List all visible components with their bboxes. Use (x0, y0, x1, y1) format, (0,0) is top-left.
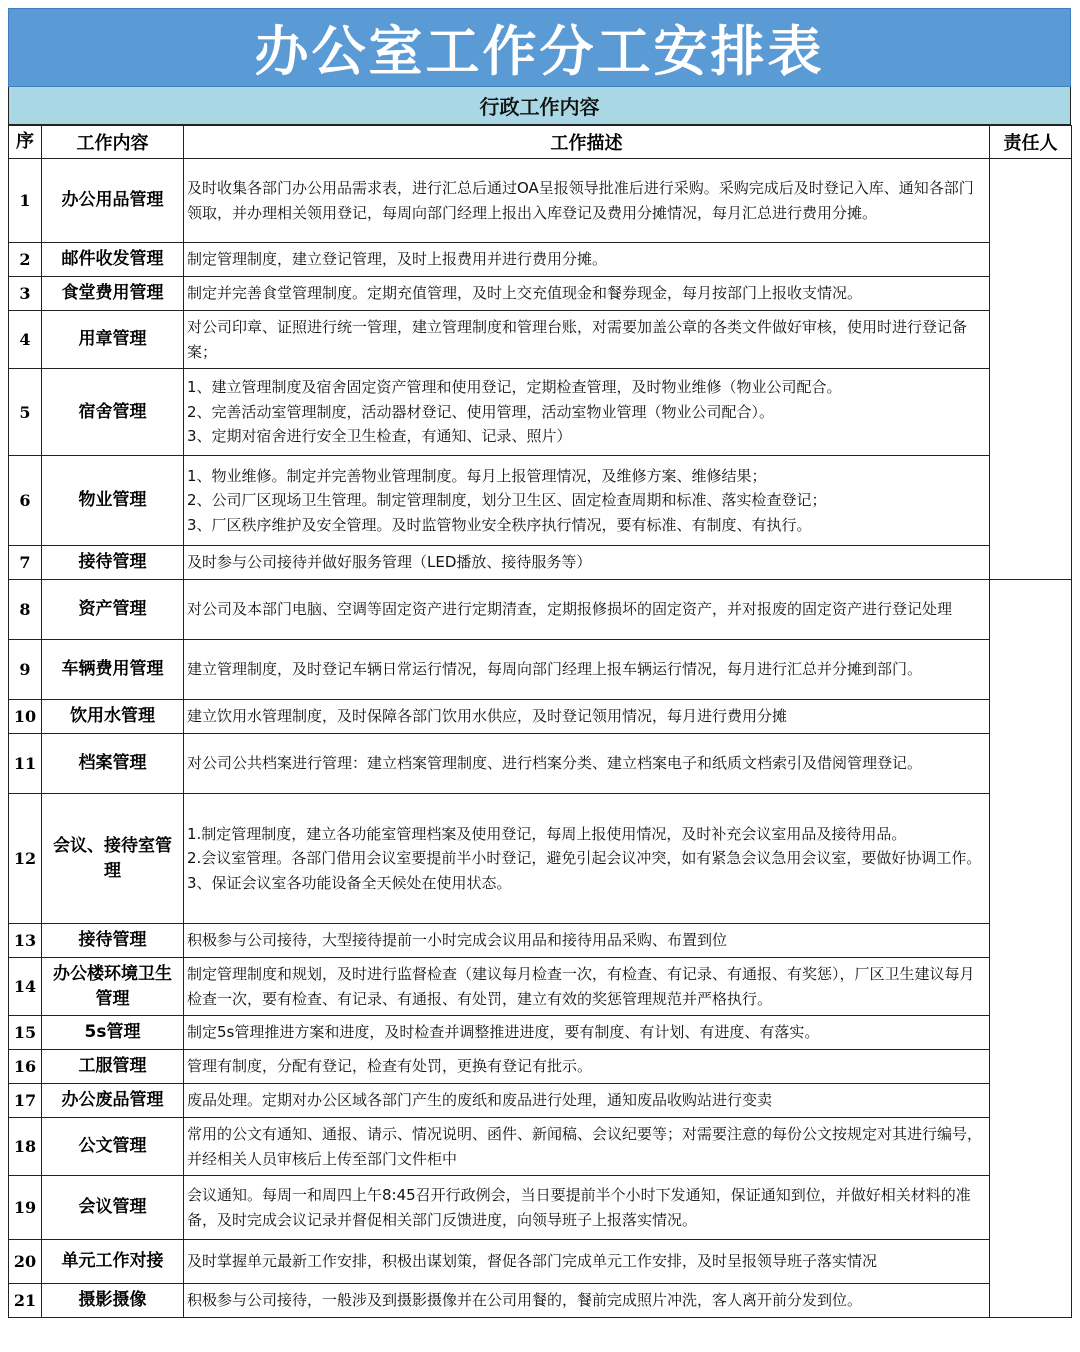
work-item-name: 工服管理 (42, 1050, 184, 1084)
section-header: 行政工作内容 (8, 87, 1071, 125)
work-item-name: 摄影摄像 (42, 1284, 184, 1318)
work-item-name: 饮用水管理 (42, 700, 184, 734)
owner-cell[interactable] (990, 159, 1072, 580)
table-row (9, 580, 1072, 640)
table-row (9, 958, 1072, 1016)
table-row (9, 159, 1072, 243)
work-item-description: 制定并完善食堂管理制度。定期充值管理，及时上交充值现金和餐券现金，每月按部门上报收支情况。 (184, 277, 990, 311)
work-item-description: 制定管理制度和规划，及时进行监督检查（建议每月检查一次，有检查、有记录、有通报、有奖惩），厂区卫生建议每月检查一次，要有检查、有记录、有通报、有处罚，建立有效的奖惩管理规范并严格执行。 (184, 958, 990, 1016)
row-number: 6 (9, 456, 42, 546)
work-item-description: 对公司及本部门电脑、空调等固定资产进行定期清查，定期报修损坏的固定资产，并对报废的固定资产进行登记处理 (184, 580, 990, 640)
work-item-name: 接待管理 (42, 924, 184, 958)
table-row (9, 640, 1072, 700)
table-row (9, 243, 1072, 277)
work-item-description: 1.制定管理制度，建立各功能室管理档案及使用登记，每周上报使用情况，及时补充会议室用品及接待用品。 2.会议室管理。各部门借用会议室要提前半小时登记，避免引起会议冲突，如有紧急会议急用会议室，要做好协调工作。 3、保证会议室各功能设备全天候处在使用状态。 (184, 794, 990, 924)
row-number: 18 (9, 1118, 42, 1176)
work-item-description: 1、建立管理制度及宿舍固定资产管理和使用登记，定期检查管理，及时物业维修（物业公司配合。 2、完善活动室管理制度，活动器材登记、使用管理，活动室物业管理（物业公司配合）。 3、定期对宿舍进行安全卫生检查，有通知、记录、照片） (184, 369, 990, 456)
work-item-description: 积极参与公司接待，一般涉及到摄影摄像并在公司用餐的，餐前完成照片冲洗，客人离开前分发到位。 (184, 1284, 990, 1318)
table-row (9, 734, 1072, 794)
table-row (9, 1016, 1072, 1050)
row-number: 12 (9, 794, 42, 924)
table-header-row (9, 126, 1072, 159)
page-title: 办公室工作分工安排表 (8, 8, 1071, 87)
work-item-description: 会议通知。每周一和周四上午8:45召开行政例会，当日要提前半个小时下发通知，保证通知到位，并做好相关材料的准备，及时完成会议记录并督促相关部门反馈进度，向领导班子上报落实情况。 (184, 1176, 990, 1240)
work-item-description: 建立管理制度，及时登记车辆日常运行情况，每周向部门经理上报车辆运行情况，每月进行汇总并分摊到部门。 (184, 640, 990, 700)
work-item-description: 管理有制度，分配有登记，检查有处罚，更换有登记有批示。 (184, 1050, 990, 1084)
work-item-name: 单元工作对接 (42, 1240, 184, 1284)
table-row (9, 1176, 1072, 1240)
table-row (9, 1084, 1072, 1118)
owner-cell[interactable] (990, 580, 1072, 1318)
work-item-description: 及时参与公司接待并做好服务管理（LED播放、接待服务等） (184, 546, 990, 580)
work-item-description: 及时收集各部门办公用品需求表，进行汇总后通过OA呈报领导批准后进行采购。采购完成后及时登记入库、通知各部门领取，并办理相关领用登记，每周向部门经理上报出入库登记及费用分摊情况，每月汇总进行费用分摊。 (184, 159, 990, 243)
work-item-name: 办公废品管理 (42, 1084, 184, 1118)
table-row (9, 924, 1072, 958)
table-row (9, 369, 1072, 456)
work-item-description: 对公司公共档案进行管理：建立档案管理制度、进行档案分类、建立档案电子和纸质文档索引及借阅管理登记。 (184, 734, 990, 794)
column-header-name: 工作内容 (42, 126, 184, 159)
work-item-description: 制定5s管理推进方案和进度，及时检查并调整推进进度，要有制度、有计划、有进度、有落实。 (184, 1016, 990, 1050)
row-number: 9 (9, 640, 42, 700)
table-row (9, 311, 1072, 369)
table-row (9, 1240, 1072, 1284)
work-assignment-table (8, 125, 1072, 1318)
row-number: 17 (9, 1084, 42, 1118)
row-number: 14 (9, 958, 42, 1016)
table-row (9, 546, 1072, 580)
row-number: 1 (9, 159, 42, 243)
row-number: 15 (9, 1016, 42, 1050)
row-number: 4 (9, 311, 42, 369)
table-row (9, 277, 1072, 311)
table-body (9, 159, 1072, 1318)
row-number: 20 (9, 1240, 42, 1284)
work-item-description: 积极参与公司接待，大型接待提前一小时完成会议用品和接待用品采购、布置到位 (184, 924, 990, 958)
row-number: 7 (9, 546, 42, 580)
work-item-name: 办公用品管理 (42, 159, 184, 243)
table-row (9, 1050, 1072, 1084)
work-item-description: 常用的公文有通知、通报、请示、情况说明、函件、新闻稿、会议纪要等；对需要注意的每份公文按规定对其进行编号，并经相关人员审核后上传至部门文件柜中 (184, 1118, 990, 1176)
work-item-name: 物业管理 (42, 456, 184, 546)
work-item-name: 会议、接待室管理 (42, 794, 184, 924)
row-number: 11 (9, 734, 42, 794)
work-item-description: 建立饮用水管理制度，及时保障各部门饮用水供应，及时登记领用情况，每月进行费用分摊 (184, 700, 990, 734)
work-item-name: 用章管理 (42, 311, 184, 369)
row-number: 5 (9, 369, 42, 456)
row-number: 8 (9, 580, 42, 640)
work-item-name: 公文管理 (42, 1118, 184, 1176)
work-item-description: 及时掌握单元最新工作安排，积极出谋划策，督促各部门完成单元工作安排，及时呈报领导班子落实情况 (184, 1240, 990, 1284)
row-number: 19 (9, 1176, 42, 1240)
work-item-description: 1、物业维修。制定并完善物业管理制度。每月上报管理情况，及维修方案、维修结果； 2、公司厂区现场卫生管理。制定管理制度，划分卫生区、固定检查周期和标准、落实检查登记； 3、厂区秩序维护及安全管理。及时监管物业安全秩序执行情况，要有标准、有制度、有执行。 (184, 456, 990, 546)
work-item-name: 会议管理 (42, 1176, 184, 1240)
row-number: 2 (9, 243, 42, 277)
work-item-name: 办公楼环境卫生管理 (42, 958, 184, 1016)
table-row (9, 456, 1072, 546)
work-item-name: 5s管理 (42, 1016, 184, 1050)
work-item-description: 对公司印章、证照进行统一管理，建立管理制度和管理台账，对需要加盖公章的各类文件做好审核，使用时进行登记备案； (184, 311, 990, 369)
work-item-description: 废品处理。定期对办公区域各部门产生的废纸和废品进行处理，通知废品收购站进行变卖 (184, 1084, 990, 1118)
work-item-name: 接待管理 (42, 546, 184, 580)
column-header-owner: 责任人 (990, 126, 1072, 159)
work-item-name: 车辆费用管理 (42, 640, 184, 700)
work-item-name: 邮件收发管理 (42, 243, 184, 277)
table-row (9, 1118, 1072, 1176)
row-number: 16 (9, 1050, 42, 1084)
work-item-name: 档案管理 (42, 734, 184, 794)
column-header-desc: 工作描述 (184, 126, 990, 159)
work-item-name: 食堂费用管理 (42, 277, 184, 311)
column-header-seq: 序 (9, 126, 42, 159)
row-number: 13 (9, 924, 42, 958)
table-row (9, 700, 1072, 734)
work-item-name: 宿舍管理 (42, 369, 184, 456)
row-number: 10 (9, 700, 42, 734)
row-number: 21 (9, 1284, 42, 1318)
table-row (9, 1284, 1072, 1318)
table-row (9, 794, 1072, 924)
work-item-description: 制定管理制度，建立登记管理，及时上报费用并进行费用分摊。 (184, 243, 990, 277)
work-item-name: 资产管理 (42, 580, 184, 640)
row-number: 3 (9, 277, 42, 311)
